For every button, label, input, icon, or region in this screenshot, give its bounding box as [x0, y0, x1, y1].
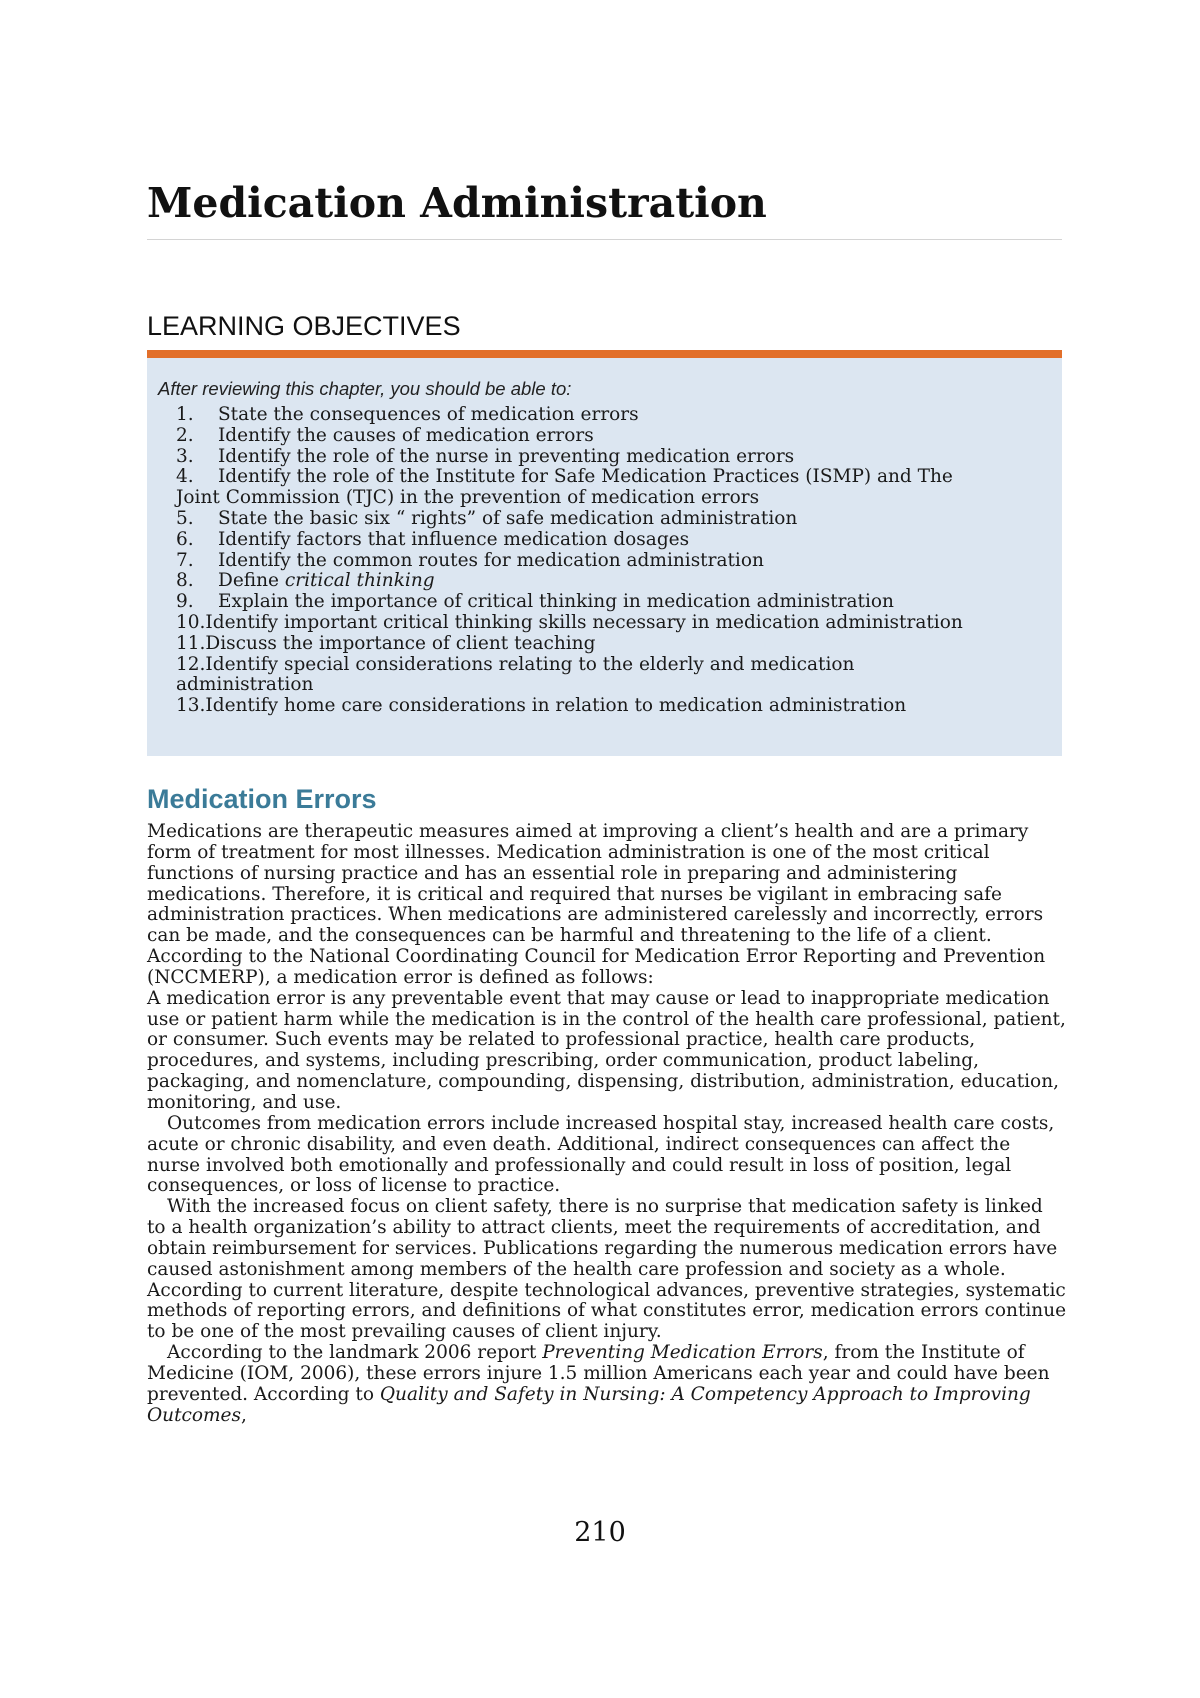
- learning-objectives-intro: After reviewing this chapter, you should be able to:: [158, 378, 572, 399]
- list-text: Identify the common routes for medication administration: [218, 549, 764, 571]
- list-number: 6.: [176, 528, 194, 550]
- list-item: [176, 405, 1061, 426]
- list-item: [176, 509, 1061, 530]
- chapter-title: Medication Administration: [147, 179, 767, 227]
- list-item: [176, 530, 1061, 551]
- list-number: 5.: [176, 507, 194, 529]
- list-text-continued: administration: [176, 674, 314, 696]
- list-number: 4.: [176, 466, 194, 488]
- list-text: Identify the role of the Institute for Safe Medication Practices (ISMP) and The: [218, 466, 953, 488]
- list-item: [176, 426, 1061, 447]
- list-item: [176, 571, 1061, 592]
- list-text: Identify special considerations relating to the elderly and medication: [205, 653, 855, 675]
- paragraph-text: According to the landmark 2006 report: [167, 1342, 543, 1364]
- paragraph: [147, 1343, 1067, 1426]
- book-title: Quality and Safety in Nursing: A Competency Approach to Improving Outcomes: [147, 1383, 1031, 1426]
- list-text: Identify home care considerations in relation to medication administration: [205, 695, 907, 717]
- list-text: Discuss the importance of client teaching: [205, 632, 596, 654]
- list-item: [176, 447, 1061, 468]
- list-item: [176, 696, 1061, 717]
- learning-objectives-list: [176, 405, 1061, 717]
- list-number: 8.: [176, 570, 194, 592]
- list-item: [176, 613, 1061, 634]
- body-text: [147, 822, 1067, 1426]
- list-item: [176, 592, 1061, 613]
- list-number: 2.: [176, 424, 194, 446]
- list-number: 9.: [176, 591, 194, 613]
- list-number: 7.: [176, 549, 194, 571]
- paragraph-text: , from the Institute of Medicine (IOM, 2006), these errors injure 1.5 million Americans each year and could have been prevented. According to: [147, 1342, 1050, 1405]
- paragraph: With the increased focus on client safety, there is no surprise that medication safety is linked to a health organization’s ability to attract clients, meet the requirements of accreditation, and obtain reimbursement for services. Publications regarding the numerous medication errors have caused astonishment among members of the health care profession and society as a whole. According to current literature, despite technological advances, preventive strategies, systematic methods of reporting errors, and definitions of what constitutes error, medication errors continue to be one of the most prevailing causes of client injury.: [147, 1196, 1067, 1343]
- list-text: Explain the importance of critical thinking in medication administration: [218, 591, 894, 613]
- paragraph-text: ,: [241, 1404, 247, 1426]
- list-item: [176, 551, 1061, 572]
- page-number: 210: [574, 1517, 626, 1548]
- list-text: State the consequences of medication errors: [218, 404, 639, 425]
- list-text-emphasis: critical thinking: [284, 570, 435, 592]
- list-number: 13.: [176, 695, 206, 717]
- title-divider: [147, 239, 1062, 240]
- list-text: Identify the causes of medication errors: [218, 424, 594, 446]
- list-text: Identify important critical thinking skills necessary in medication administration: [205, 611, 963, 633]
- list-text: Identify the role of the nurse in preventing medication errors: [218, 445, 795, 467]
- list-text: Define: [218, 570, 285, 592]
- block-quote: A medication error is any preventable event that may cause or lead to inappropriate medication use or patient harm while the medication is in the control of the health care professional, patient, or consumer. Such events may be related to professional practice, health care products, procedures, and systems, including prescribing, order communication, product labeling, packaging, and nomenclature, compounding, dispensing, distribution, administration, education, monitoring, and use.: [147, 987, 1066, 1113]
- paragraph: Medications are therapeutic measures aimed at improving a client’s health and are a primary form of treatment for most illnesses. Medication administration is one of the most critical functions of nursing practice and has an essential role in preparing and administering medications. Therefore, it is critical and required that nurses be vigilant in embracing safe administration practices. When medications are administered carelessly and incorrectly, errors can be made, and the consequences can be harmful and threatening to the life of a client. According to the National Coordinating Council for Medication Error Reporting and Prevention (NCCMERP), a medication error is defined as follows:: [147, 821, 1046, 988]
- list-text: Identify factors that influence medication dosages: [218, 528, 690, 550]
- list-number: 1.: [176, 404, 194, 425]
- list-item: [176, 467, 1061, 509]
- list-number: 3.: [176, 445, 194, 467]
- list-item: [176, 634, 1061, 655]
- list-number: 10.: [176, 611, 206, 633]
- list-number: 12.: [176, 653, 206, 675]
- list-number: 11.: [176, 632, 206, 654]
- paragraph: Outcomes from medication errors include increased hospital stay, increased health care costs, acute or chronic disability, and even death. Additional, indirect consequences can affect the nurse involved both emotionally and professionally and could result in loss of position, legal consequences, or loss of license to practice.: [147, 1112, 1055, 1197]
- list-text-continued: Joint Commission (TJC) in the prevention of medication errors: [176, 487, 760, 509]
- list-text: State the basic six “ rights” of safe medication administration: [218, 507, 798, 529]
- list-item: [176, 655, 1061, 697]
- report-title: Preventing Medication Errors: [542, 1342, 823, 1364]
- section-heading: Medication Errors: [147, 784, 377, 814]
- learning-objectives-heading: LEARNING OBJECTIVES: [147, 311, 461, 341]
